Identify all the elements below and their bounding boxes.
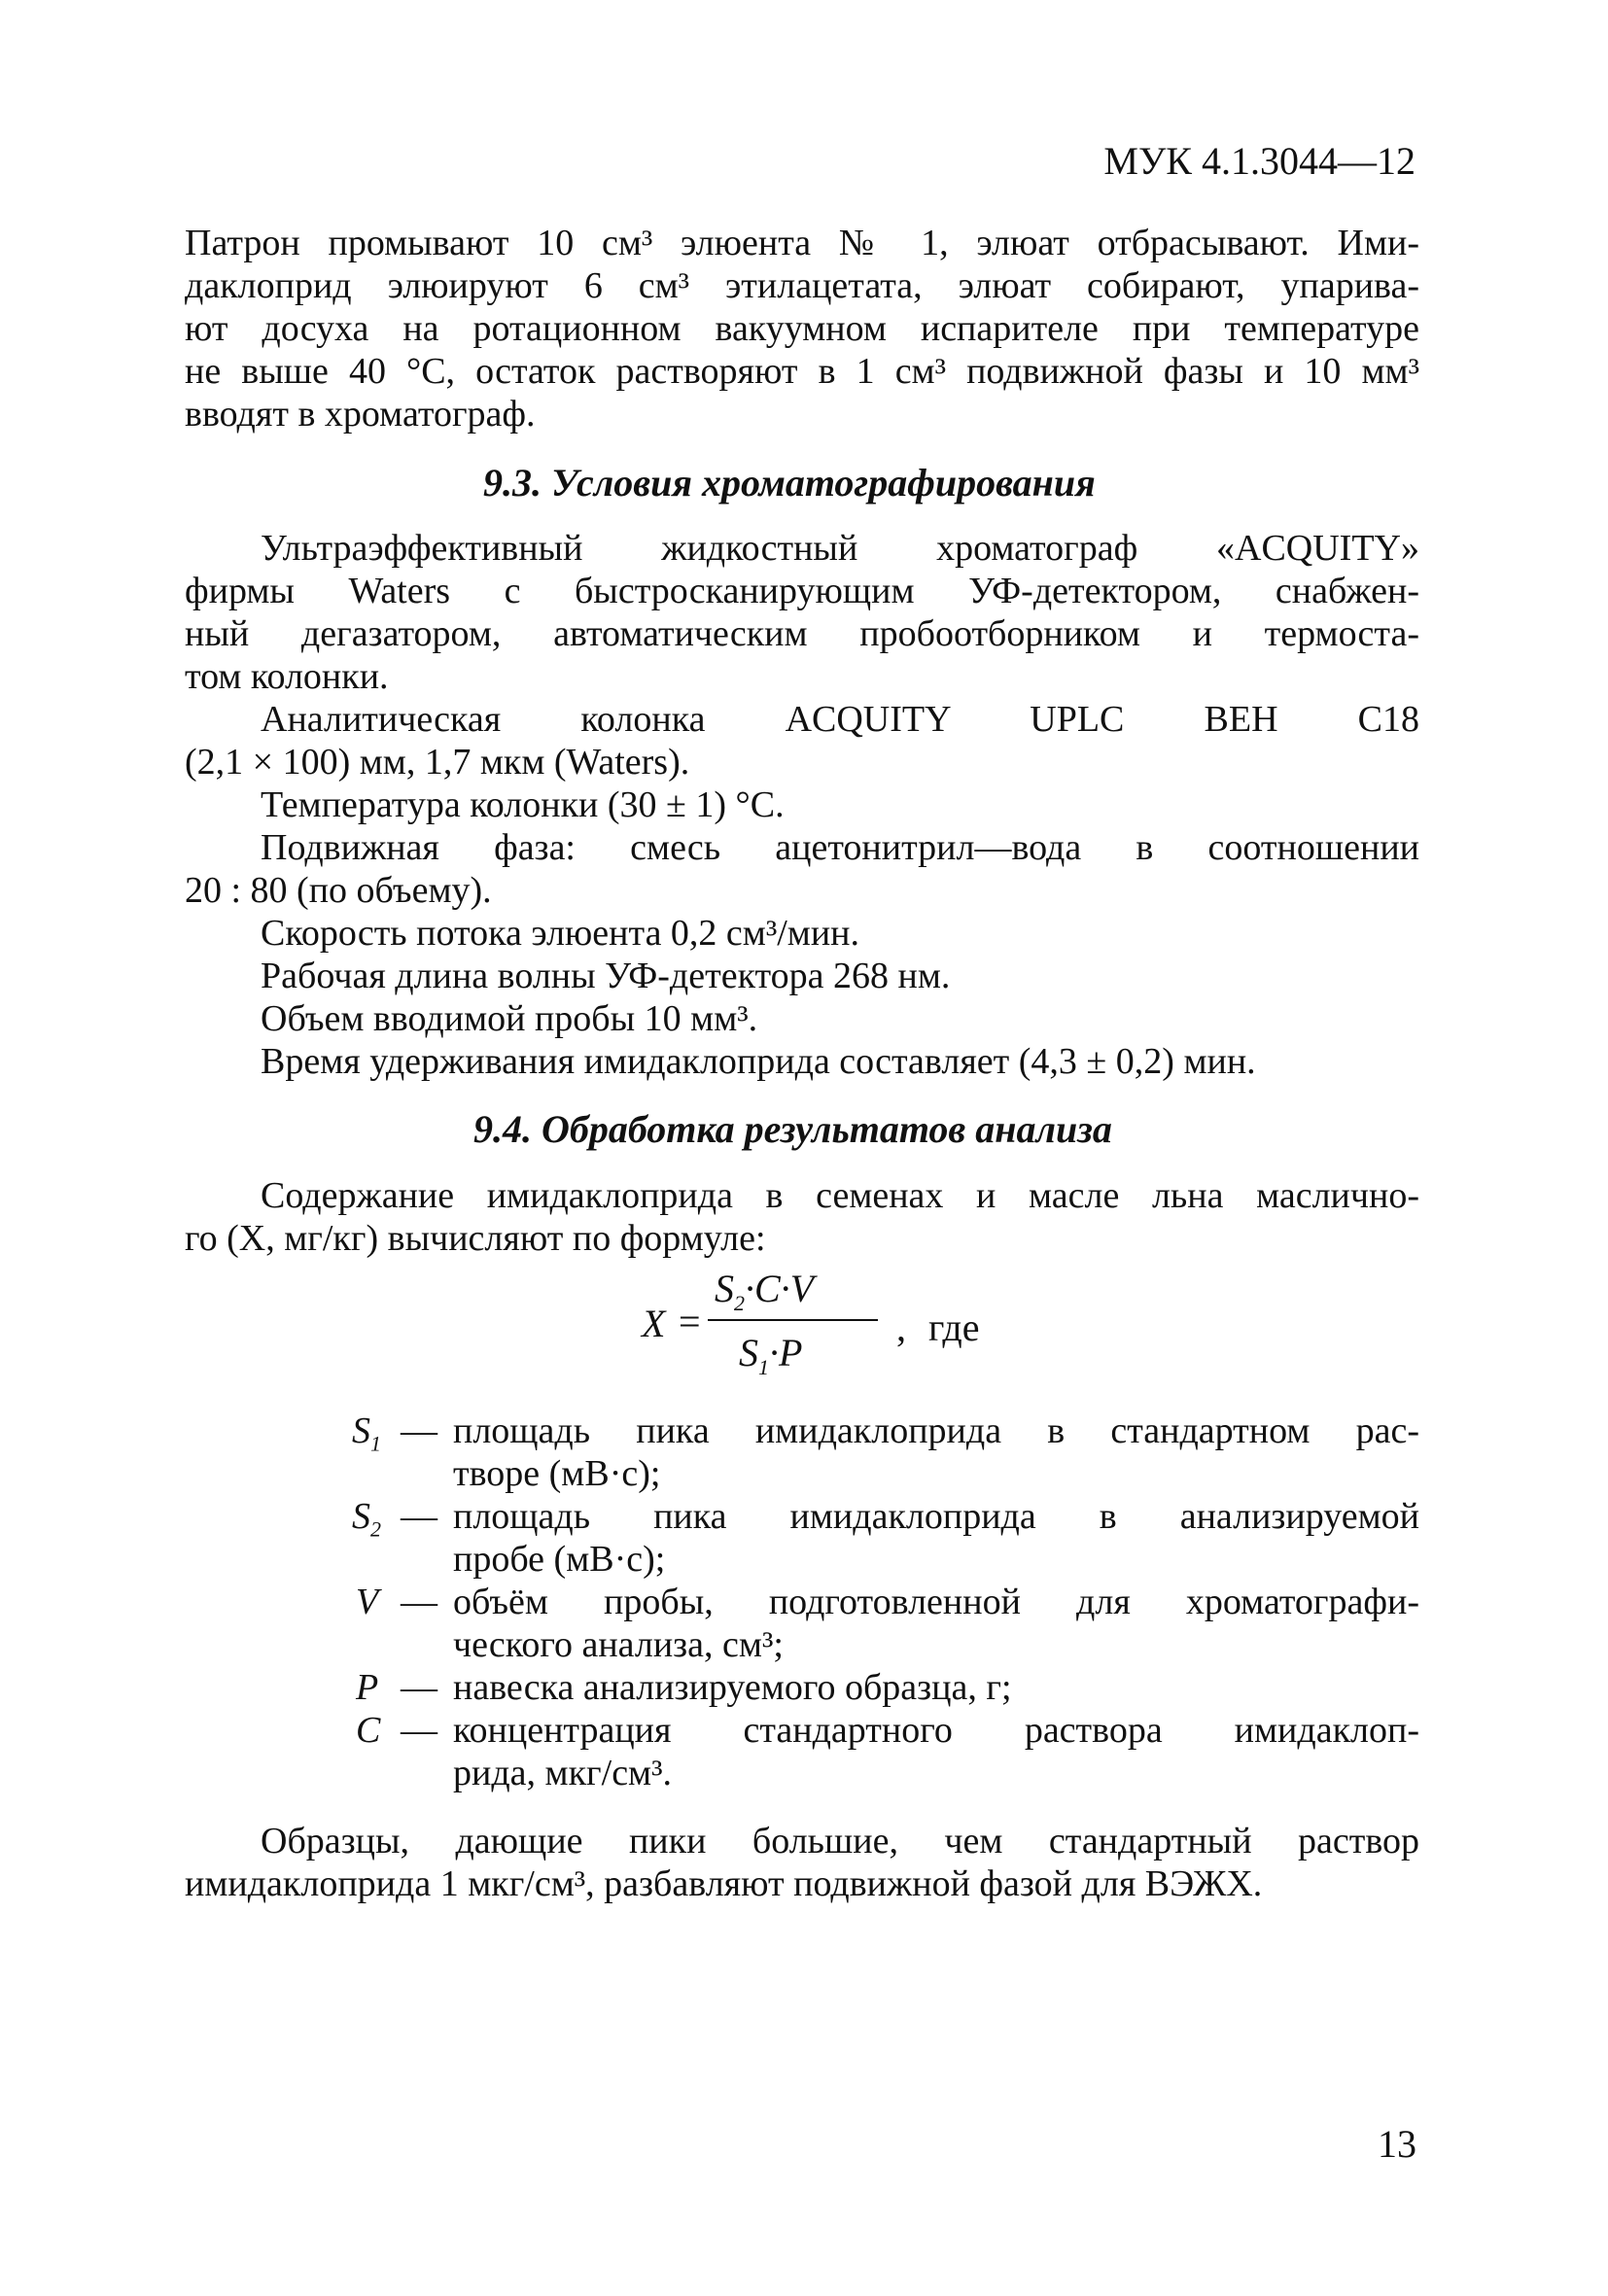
formula-where: где (928, 1305, 980, 1349)
denominator-s-sub: 1 (758, 1355, 769, 1379)
formula-numerator (715, 1266, 814, 1316)
def-symbol-s2 (352, 1495, 381, 1543)
formula-equals: = (679, 1300, 701, 1343)
s93-line-9: 20 : 80 (по объему). (185, 870, 492, 911)
def-5-line-1: концентрация стандартного раствора имидаклоп- (453, 1710, 1419, 1751)
def-s1-sub: 1 (370, 1431, 381, 1456)
def-4-line-1: навеска анализируемого образца, г; (453, 1667, 1012, 1708)
def-2-line-1: площадь пика имидаклоприда в анализируемой (453, 1496, 1419, 1537)
def-symbol-s1 (352, 1409, 381, 1457)
def-dash-3: — (401, 1582, 437, 1622)
formula-lhs: X (642, 1302, 666, 1345)
intro-line-4: не выше 40 °С, остаток растворяют в 1 см³ подвижной фазы и 10 мм³ (185, 351, 1419, 392)
def-s2-letter: S (352, 1496, 370, 1537)
s94-line-2: го (X, мг/кг) вычисляют по формуле: (185, 1218, 766, 1259)
def-symbol-p: P (356, 1667, 379, 1708)
formula (642, 1264, 1011, 1380)
closing-line-2: имидаклоприда 1 мкг/см³, разбавляют подвижной фазой для ВЭЖХ. (185, 1863, 1263, 1904)
s93-line-12: Объем вводимой пробы 10 мм³. (261, 998, 758, 1039)
s93-line-11: Рабочая длина волны УФ-детектора 268 нм. (261, 956, 951, 996)
s93-line-2: фирмы Waters с быстросканирующим УФ-детектором, снабжен- (185, 571, 1419, 611)
intro-line-1: Патрон промывают 10 см³ элюента № 1, элюат отбрасывают. Ими- (185, 223, 1419, 263)
numerator-s: S (715, 1267, 734, 1310)
s93-line-1: Ультраэффективный жидкостный хроматограф «ACQUITY» (261, 528, 1419, 569)
s93-line-5: Аналитическая колонка ACQUITY UPLC BEH C18 (261, 699, 1419, 740)
def-1-line-2: творе (мВ·с); (453, 1453, 661, 1494)
def-dash-4: — (401, 1667, 437, 1708)
def-2-line-2: пробе (мВ·с); (453, 1539, 666, 1580)
def-1-line-1: площадь пика имидаклоприда в стандартном рас- (453, 1410, 1419, 1451)
section-9-4-heading: 9.4. Обработка результатов анализа (473, 1107, 1112, 1151)
denominator-rest: ·P (769, 1331, 803, 1374)
def-3-line-1: объём пробы, подготовленной для хроматографи- (453, 1582, 1419, 1622)
formula-comma: , (896, 1305, 906, 1349)
section-9-3-heading: 9.3. Условия хроматографирования (483, 461, 1096, 504)
s93-line-3: ный дегазатором, автоматическим пробоотборником и термоста- (185, 613, 1419, 654)
s93-line-6: (2,1 × 100) мм, 1,7 мкм (Waters). (185, 742, 690, 783)
s93-line-4: том колонки. (185, 656, 389, 697)
s94-line-1: Содержание имидаклоприда в семенах и масле льна масличнo- (261, 1175, 1419, 1216)
page-number: 13 (1378, 2122, 1416, 2166)
denominator-s: S (739, 1331, 758, 1374)
def-dash-1: — (401, 1410, 437, 1451)
fraction-bar (708, 1319, 878, 1321)
def-s2-sub: 2 (370, 1516, 381, 1542)
def-5-line-2: рида, мкг/см³. (453, 1753, 672, 1793)
def-symbol-v: V (356, 1582, 379, 1622)
intro-line-5: вводят в хроматограф. (185, 394, 536, 435)
intro-line-3: ют досуха на ротационном вакуумном испарителе при температуре (185, 308, 1419, 349)
document-code: МУК 4.1.3044—12 (1103, 139, 1416, 183)
intro-line-2: даклоприд элюируют 6 см³ этилацетата, элюат собирают, упарива- (185, 265, 1419, 306)
def-3-line-2: ческого анализа, см³; (453, 1624, 784, 1665)
s93-line-7: Температура колонки (30 ± 1) °С. (261, 784, 785, 825)
s93-line-13: Время удерживания имидаклоприда составляет (4,3 ± 0,2) мин. (261, 1041, 1256, 1082)
numerator-rest: ·C·V (745, 1267, 815, 1310)
def-symbol-c: C (356, 1710, 381, 1751)
def-s1-letter: S (352, 1410, 370, 1451)
closing-line-1: Образцы, дающие пики большие, чем стандартный раствор (261, 1821, 1419, 1861)
def-dash-2: — (401, 1496, 437, 1537)
s93-line-8: Подвижная фаза: смесь ацетонитрил—вода в соотношении (261, 827, 1419, 868)
def-dash-5: — (401, 1710, 437, 1751)
s93-line-10: Скорость потока элюента 0,2 см³/мин. (261, 913, 860, 954)
numerator-s-sub: 2 (734, 1291, 745, 1315)
formula-denominator (739, 1330, 802, 1380)
